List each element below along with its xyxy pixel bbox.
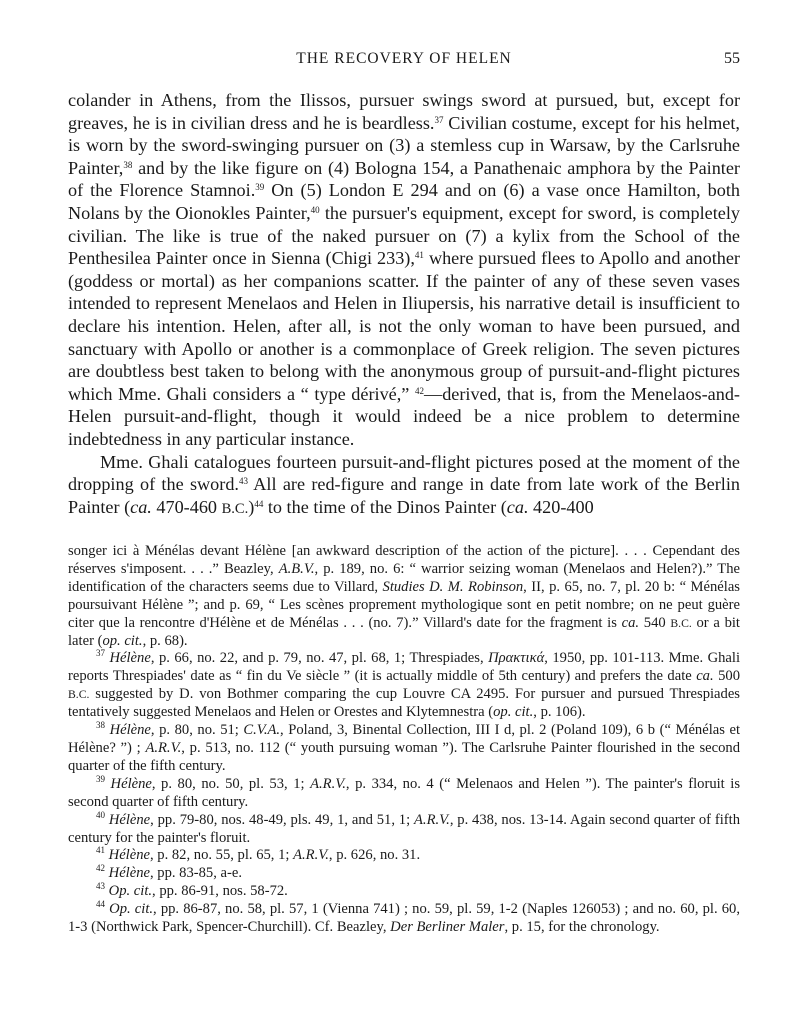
footnote-ref: 42 <box>415 385 424 396</box>
footnote-ref: 43 <box>238 476 248 487</box>
footnote-ref: 39 <box>255 182 265 193</box>
main-text <box>68 89 740 520</box>
running-title: THE RECOVERY OF HELEN <box>296 50 512 67</box>
footnote-ref: 38 <box>123 159 133 170</box>
footnote-40: $^{40}$ Hélène, pp. 79-80, nos. 48-49, pls. 49, 1, and 51, 1; A.R.V., p. 438, nos. 13-14. Again second quarter of fifth century for the painter's floruit. <box>68 809 740 846</box>
footnote-44: $^{44}$ Op. cit., pp. 86-87, no. 58, pl. 57, 1 (Vienna 741) ; no. 59, pl. 59, 1-2 (Naples 126053) ; and no. 60, pl. 60, 1-3 (Northwick Park, Spencer-Churchill). Cf. Beazley, Der Berliner Maler, p. 15, for the chronology. <box>68 899 741 936</box>
running-header <box>68 50 740 72</box>
footnote-39: $^{39}$ Hélène, p. 80, no. 50, pl. 53, 1; A.R.V., p. 334, no. 4 (“ Melenaos and Helen ”). The painter's floruit is second quarter of fifth century. <box>68 773 740 810</box>
body-paragraph: colander in Athens, from the Ilissos, pursuer swings sword at pursued, but, except for greaves, he is in civilian dress and he is beardless.$^{37}$ Civilian costume, except for his helmet, is worn by the sword-swinging pursuer on (3) a stemless cup in Warsaw, by the Carlsruhe Painter,$^{38}$ and by the like figure on (4) Bologna 154, a Panathenaic amphora by the Painter of the Florence Stamnoi.$^{39}$ On (5) London E 294 and on (6) a vase once Hamilton, both Nolans by the Oionokles Painter,$^{40}$ the pursuer's equipment, except for sword, is completely civilian. The like is true of the naked pursuer on (7) a kylix from the School of the Penthesilea Painter once in Sienna (Chigi 233),$^{41}$ where pursued flees to Apollo and another (goddess or mortal) as her companions scatter. If the painter of any of these seven vases intended to represent Menelaos and Helen in Iliupersis, his narrative detail is insufficient to declare his intention. Helen, after all, is not the only woman to have been pursued, and sanctuary with Apollo or another is a commonplace of Greek religion. The seven pictures are doubtless best taken to belong with the anonymous group of pursuit-and-flight pictures which Mme. Ghali considers a “ type dérivé,” $^{42}$—derived, that is, from the Menelaos-and-Helen pursuit-and-flight, though it would indeed be a nice problem to determine indebtedness in any particular instance. <box>68 90 740 449</box>
footnote-continued: songer ici à Ménélas devant Hélène [an awkward description of the action of the picture]. . . . Cependant des réserves s'imposent. . . .” Beazley, A.B.V., p. 189, no. 6: “ warrior seizing woman (Menelaos and Helen?).” The identification of the characters seems due to Villard, Studies D. M. Robinson, II, p. 65, no. 7, pl. 20 b: “ Ménélas poursuivant Hélène ”; and p. 69, “ Les scènes proprement mythologique sont en petit nombre; on ne peut guère citer que la rencontre d'Hélène et de Ménélas . . . (no. 7).” Villard's date for the fragment is ca. 540 B.C. or a bit later (op. cit., p. 68). <box>68 543 740 649</box>
footnote-41: $^{41}$ Hélène, p. 82, no. 55, pl. 65, 1; A.R.V., p. 626, no. 31. <box>96 845 421 864</box>
footnote-37: $^{37}$ Hélène, p. 66, no. 22, and p. 79, no. 47, pl. 68, 1; Threspiades, Πρακτικά, 1950, pp. 101-113. Mme. Ghali reports Threspiades' date as “ fin du Ve siècle ” (it is actually middle of 5th century) and prefers the date ca. 500 B.C. suggested by D. von Bothmer comparing the cup Louvre CA 2495. For pursuer and pursued Threspiades tentatively suggested Menelaos and Helen or Orestes and Klytemnestra (op. cit., p. 106). <box>68 648 740 721</box>
footnote-ref: 44 <box>254 498 264 509</box>
footnote-42: $^{42}$ Hélène, pp. 83-85, a-e. <box>96 863 242 882</box>
footnote-38: $^{38}$ Hélène, p. 80, no. 51; C.V.A., Poland, 3, Binental Collection, III I d, pl. 2 (Poland 109), 6 b (“ Ménélas et Hélène? ”) ; A.R.V., p. 513, no. 112 (“ youth pursuing woman ”). The Carlsruhe Painter flourished in the second quarter of the fifth century. <box>68 720 740 774</box>
body-paragraph: Mme. Ghali catalogues fourteen pursuit-and-flight pictures posed at the moment of the dropping of the sword.$^{43}$ All are red-figure and range in date from late work of the Berlin Painter (ca. 470-460 B.C.)$^{44}$ to the time of the Dinos Painter (ca. 420-400 <box>68 451 740 517</box>
footnotes <box>68 543 740 937</box>
footnote-ref: 41 <box>414 250 424 261</box>
footnote-43: $^{43}$ Op. cit., pp. 86-91, nos. 58-72. <box>96 881 288 900</box>
footnote-ref: 40 <box>310 204 320 215</box>
footnote-ref: 37 <box>434 114 444 125</box>
page-number: 55 <box>724 50 740 67</box>
